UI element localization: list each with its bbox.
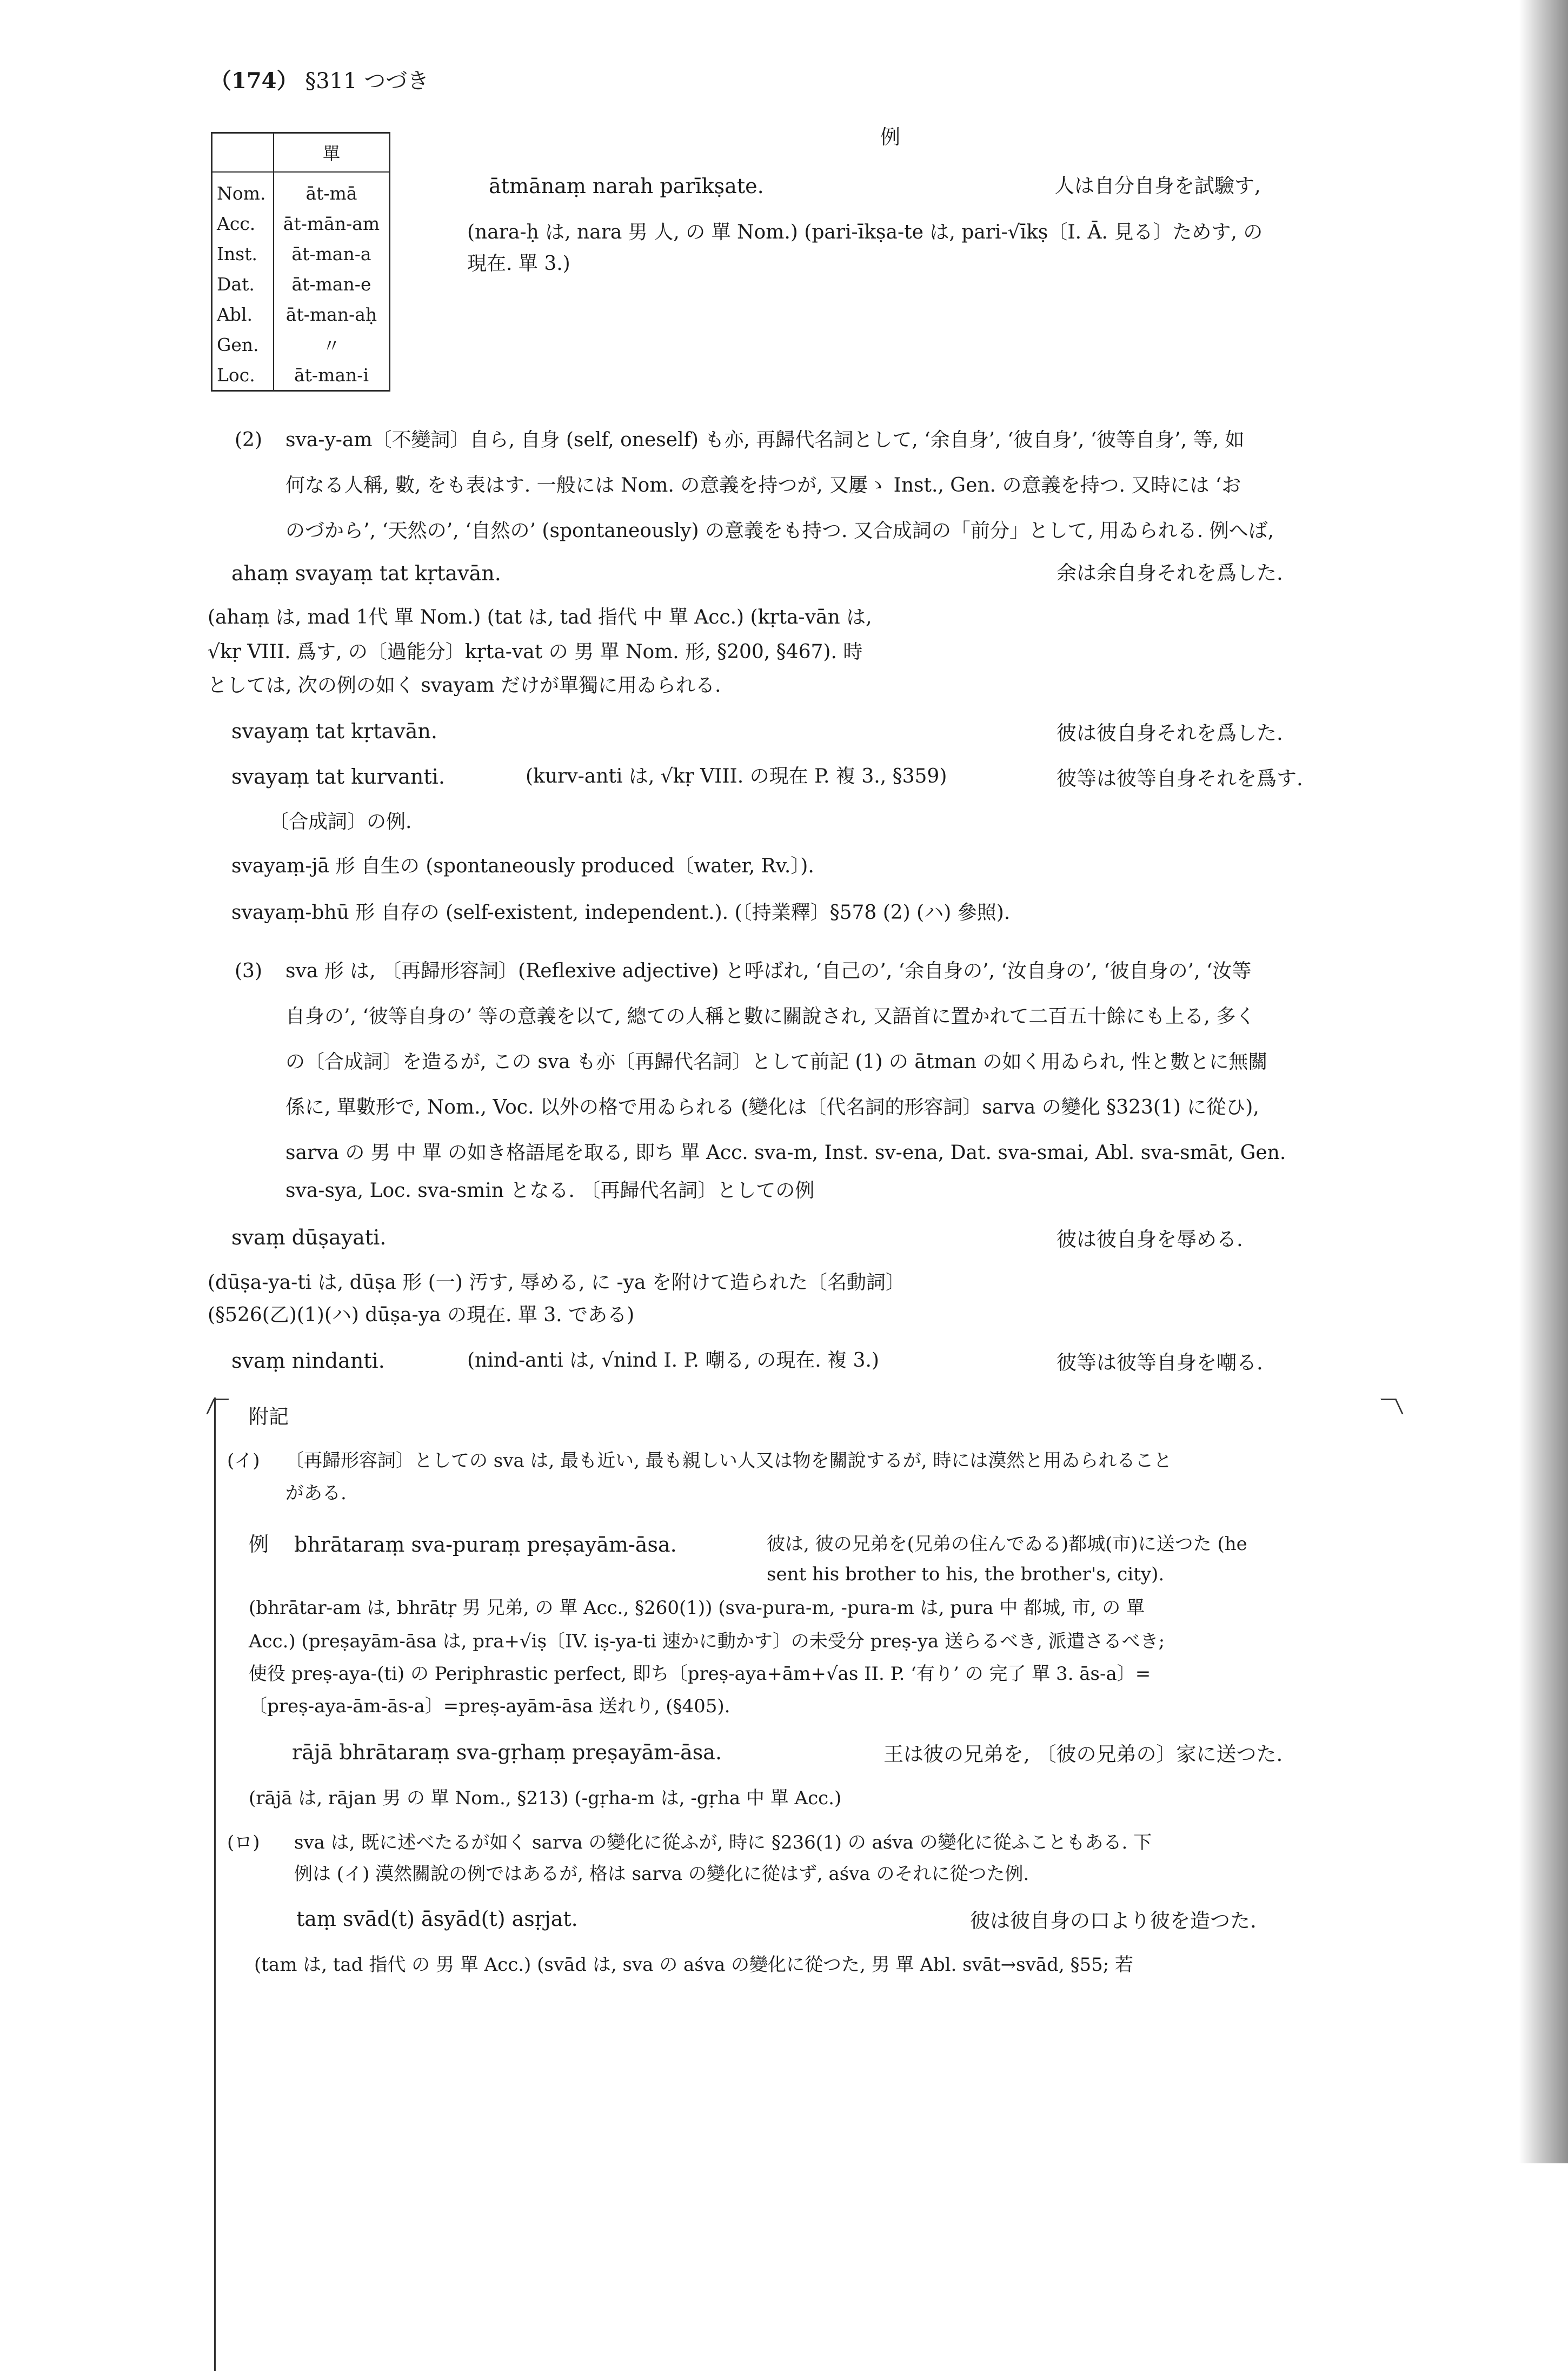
example-label: 例 bbox=[880, 125, 900, 149]
page-edge-shadow bbox=[1519, 0, 1568, 2163]
case-label: Acc. bbox=[212, 208, 274, 239]
case-label: Loc. bbox=[212, 360, 274, 391]
paragraph-line: の〔合成詞〕を造るが, この sva も亦〔再歸代名詞〕として前記 (1) の ātman の如く用ゐられ, 性と數とに無關 bbox=[285, 1051, 1268, 1073]
example-note: (tam は, tad 指代 の 男 單 Acc.) (svād は, sva の aśva の變化に從つた, 男 單 Abl. svāt→svād, §55; 若 bbox=[254, 1954, 1133, 1976]
appendix-line: がある. bbox=[285, 1482, 347, 1504]
case-label: Abl. bbox=[212, 299, 274, 329]
example-note: (kurv-anti は, √kṛ VIII. の現在 P. 複 3., §359) bbox=[526, 765, 947, 787]
example-note: (§526(乙)(1)(ハ) dūṣa-ya の現在. 單 3. である) bbox=[208, 1304, 635, 1326]
example-sanskrit: ātmānaṃ narah parīkṣate. bbox=[489, 174, 764, 198]
example-note: (nara-ḥ は, nara 男 人, の 單 Nom.) (pari-īkṣa-te は, pari-√īkṣ〔I. Ā. 見る〕ためす, の bbox=[467, 221, 1263, 243]
example-note: 使役 preṣ-aya-(ti) の Periphrastic perfect, 即ち〔preṣ-aya+ām+√as II. P. ‘有り’ の 完了 單 3. ās-a〕= bbox=[249, 1663, 1151, 1685]
example-translation: sent his brother to his, the brother's, city). bbox=[767, 1564, 1165, 1585]
example-translation: 余は余自身それを爲した. bbox=[1057, 561, 1283, 585]
example-note: 現在. 單 3.) bbox=[467, 253, 570, 275]
case-form: āt-man-a bbox=[291, 243, 371, 264]
page-header bbox=[210, 64, 429, 95]
example-note: (ahaṃ は, mad 1代 單 Nom.) (tat は, tad 指代 中 單 Acc.) (kṛta-vān は, bbox=[208, 606, 872, 628]
case-form: āt-man-e bbox=[291, 273, 371, 295]
case-label: Inst. bbox=[212, 239, 274, 269]
case-label: Gen. bbox=[212, 329, 274, 360]
example-sanskrit: ahaṃ svayaṃ tat kṛtavān. bbox=[231, 561, 501, 585]
example-translation: 彼は, 彼の兄弟を(兄弟の住んでゐる)都城(市)に送つた (he bbox=[767, 1533, 1247, 1555]
appendix-num: (イ) bbox=[227, 1450, 260, 1472]
example-translation: 彼は彼自身を辱める. bbox=[1057, 1228, 1243, 1251]
example-sanskrit: rājā bhrātaraṃ sva-gṛhaṃ preṣayām-āsa. bbox=[292, 1740, 722, 1764]
appendix-line: 例は (イ) 漠然關說の例ではあるが, 格は sarva の變化に從はず, aśva のそれに從つた例. bbox=[294, 1863, 1029, 1885]
paragraph-line: sarva の 男 中 單 の如き格語尾を取る, 即ち 單 Acc. sva-m, Inst. sv-ena, Dat. sva-smai, Abl. sva-smāt, Gen. bbox=[285, 1142, 1286, 1164]
example-sanskrit: svaṃ dūṣayati. bbox=[231, 1226, 387, 1249]
paragraph-number: (2) bbox=[235, 429, 262, 451]
example-translation: 人は自分自身を試驗す, bbox=[1054, 174, 1261, 197]
case-label: Nom. bbox=[212, 172, 274, 208]
appendix-title: 附記 bbox=[249, 1405, 289, 1428]
example-note: としては, 次の例の如く svayam だけが單獨に用ゐられる. bbox=[208, 674, 721, 697]
paragraph-line: sva-sya, Loc. sva-smin となる. 〔再歸代名詞〕としての例 bbox=[285, 1180, 815, 1202]
appendix-line: sva は, 既に述べたるが如く sarva の變化に從ふが, 時に §236(1) の aśva の變化に從ふこともある. 下 bbox=[294, 1832, 1152, 1853]
example-translation: 彼は彼自身それを爲した. bbox=[1057, 721, 1283, 745]
case-form: āt-man-aḥ bbox=[285, 303, 377, 325]
compound-example: svayaṃ-bhū 形 自存の (self-existent, independent.). (〔持業釋〕§578 (2) (ハ) 參照). bbox=[231, 902, 1011, 924]
page-number: （174） bbox=[210, 68, 298, 94]
example-note: (rājā は, rājan 男 の 單 Nom., §213) (-gṛha-m は, -gṛha 中 單 Acc.) bbox=[249, 1787, 842, 1809]
case-form: 〃 bbox=[322, 335, 341, 356]
example-translation: 彼等は彼等自身それを爲す. bbox=[1057, 767, 1303, 790]
case-form: āt-man-i bbox=[294, 364, 369, 386]
paragraph-line: 何なる人稱, 數, をも表はす. 一般には Nom. の意義を持つが, 又屢ゝ Inst., Gen. の意義を持つ. 又時には ‘お bbox=[285, 474, 1241, 496]
example-translation: 彼等は彼等自身を嘲る. bbox=[1057, 1351, 1263, 1374]
example-note: √kṛ VIII. 爲す, の〔過能分〕kṛta-vat の 男 單 Nom. 形, §200, §467). 時 bbox=[208, 641, 863, 663]
paragraph-line: 係に, 單數形で, Nom., Voc. 以外の格で用ゐられる (變化は〔代名詞的形容詞〕sarva の變化 §323(1) に從ひ), bbox=[285, 1096, 1259, 1118]
example-note: (nind-anti は, √nind I. P. 嘲る, の現在. 複 3.) bbox=[467, 1349, 879, 1372]
paragraph-line: 自身の’, ‘彼等自身の’ 等の意義を以て, 總ての人稱と數に關說され, 又語首に置かれて二百五十餘にも上る, 多く bbox=[285, 1005, 1255, 1028]
case-form: āt-mā bbox=[305, 182, 357, 204]
case-label: Dat. bbox=[212, 269, 274, 299]
example-sanskrit: svayaṃ tat kurvanti. bbox=[231, 765, 445, 789]
table-heading: 單 bbox=[274, 133, 390, 173]
example-note: (dūṣa-ya-ti は, dūṣa 形 (一) 汚す, 辱める, に -ya を附けて造られた〔名動詞〕 bbox=[208, 1271, 905, 1294]
appendix-line: 〔再歸形容詞〕としての sva は, 最も近い, 最も親しい人又は物を關說するが, 時には漠然と用ゐられること bbox=[285, 1450, 1172, 1472]
example-sanskrit: svaṃ nindanti. bbox=[231, 1349, 385, 1373]
example-sanskrit: taṃ svād(t) āsyād(t) asṛjat. bbox=[296, 1907, 578, 1931]
example-translation: 王は彼の兄弟を, 〔彼の兄弟の〕家に送つた. bbox=[883, 1743, 1283, 1766]
paragraph-number: (3) bbox=[235, 960, 262, 982]
example-sanskrit: svayaṃ tat kṛtavān. bbox=[231, 719, 437, 743]
example-translation: 彼は彼自身の口より彼を造つた. bbox=[970, 1909, 1257, 1932]
compound-label: 〔合成詞〕の例. bbox=[269, 811, 412, 833]
example-note: 〔preṣ-aya-ām-ās-a〕=preṣ-ayām-āsa 送れり, (§405). bbox=[249, 1696, 730, 1717]
paragraph-line: のづから’, ‘天然の’, ‘自然の’ (spontaneously) の意義をも持つ. 又合成詞の「前分」として, 用ゐられる. 例へば, bbox=[285, 520, 1274, 542]
appendix-num: (ロ) bbox=[227, 1832, 260, 1853]
case-form: āt-mān-am bbox=[283, 213, 380, 234]
declension-table bbox=[211, 132, 390, 392]
section-ref: §311 つづき bbox=[305, 69, 429, 94]
example-note: (bhrātar-am は, bhrātṛ 男 兄弟, の 單 Acc., §260(1)) (sva-pura-m, -pura-m は, pura 中 都城, 市, の 單 bbox=[249, 1597, 1145, 1619]
compound-example: svayaṃ-jā 形 自生の (spontaneously produced〔water, Rv.〕). bbox=[231, 855, 814, 877]
paragraph-line: sva-y-am〔不變詞〕自ら, 自身 (self, oneself) も亦, 再歸代名詞として, ‘余自身’, ‘彼自身’, ‘彼等自身’, 等, 如 bbox=[285, 429, 1245, 451]
paragraph-line: sva 形 は, 〔再歸形容詞〕(Reflexive adjective) と呼ばれ, ‘自己の’, ‘余自身の’, ‘汝自身の’, ‘彼自身の’, ‘汝等 bbox=[285, 960, 1252, 982]
example-note: Acc.) (preṣayām-āsa は, pra+√iṣ〔IV. iṣ-ya-ti 速かに動かす〕の未受分 preṣ-ya 送らるべき, 派遣さるべき; bbox=[249, 1631, 1165, 1652]
appendix-example-label: 例 bbox=[249, 1533, 269, 1556]
example-sanskrit: bhrātaraṃ sva-puraṃ preṣayām-āsa. bbox=[294, 1533, 677, 1557]
